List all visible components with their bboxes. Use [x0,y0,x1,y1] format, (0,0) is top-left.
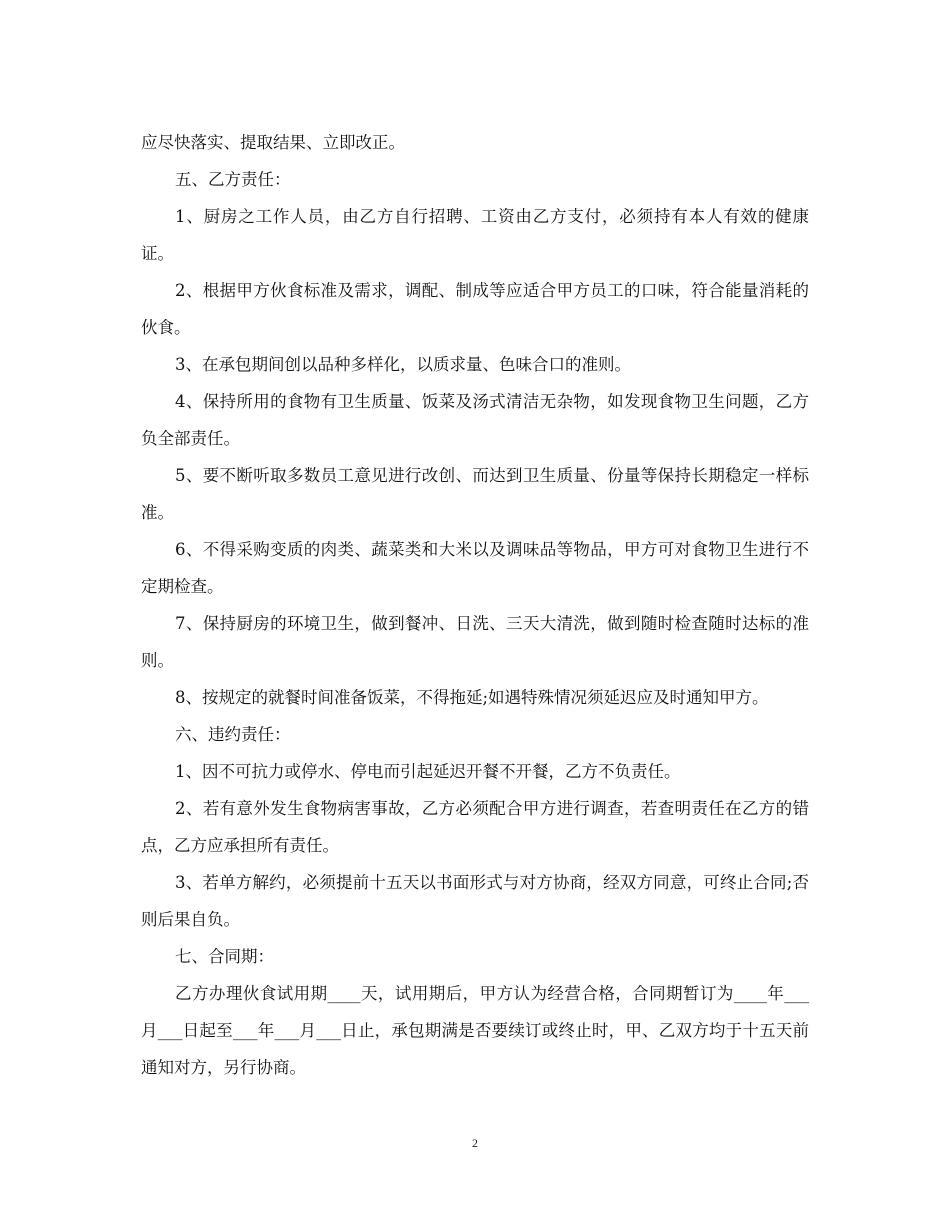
clause-7-body: 乙方办理伙食试用期____天，试用期后，甲方认为经营合格，合同期暂订为____年___月___日起至___年___月___日止，承包期满是否要续订或终止时，甲、乙双方均于十五天前通知对方，另行协商。 [141,984,809,1077]
paragraph-continuation: 应尽快落实、提取结果、立即改正。 [141,133,405,152]
clause-5-6: 6、不得采购变质的肉类、蔬菜类和大米以及调味品等物品，甲方可对食物卫生进行不定期检查。 [141,540,809,596]
document-body [141,124,809,1086]
clause-5-1: 1、厨房之工作人员，由乙方自行招聘、工资由乙方支付，必须持有本人有效的健康证。 [141,207,809,263]
section-heading-party-b-duties: 五、乙方责任： [175,170,291,189]
clause-5-3: 3、在承包期间创以品种多样化，以质求量、色味合口的准则。 [175,355,631,374]
clause-5-8: 8、按规定的就餐时间准备饭菜，不得拖延;如遇特殊情况须延迟应及时通知甲方。 [175,688,769,707]
page-number: 2 [472,1136,478,1150]
clause-5-7: 7、保持厨房的环境卫生，做到餐冲、日洗、三天大清洗，做到随时检查随时达标的准则。 [141,614,809,670]
clause-6-3: 3、若单方解约，必须提前十五天以书面形式与对方协商，经双方同意，可终止合同;否则后果自负。 [141,873,809,929]
clause-6-1: 1、因不可抗力或停水、停电而引起延迟开餐不开餐，乙方不负责任。 [175,762,681,781]
section-heading-breach-liability: 六、违约责任： [175,725,291,744]
section-heading-contract-term: 七、合同期： [175,947,274,966]
clause-6-2: 2、若有意外发生食物病害事故，乙方必须配合甲方进行调查，若查明责任在乙方的错点，乙方应承担所有责任。 [141,799,809,855]
clause-5-5: 5、要不断听取多数员工意见进行改创、而达到卫生质量、份量等保持长期稳定一样标准。 [141,466,809,522]
clause-5-2: 2、根据甲方伙食标准及需求，调配、制成等应适合甲方员工的口味，符合能量消耗的伙食。 [141,281,809,337]
clause-5-4: 4、保持所用的食物有卫生质量、饭菜及汤式清洁无杂物，如发现食物卫生问题，乙方负全部责任。 [141,392,809,448]
